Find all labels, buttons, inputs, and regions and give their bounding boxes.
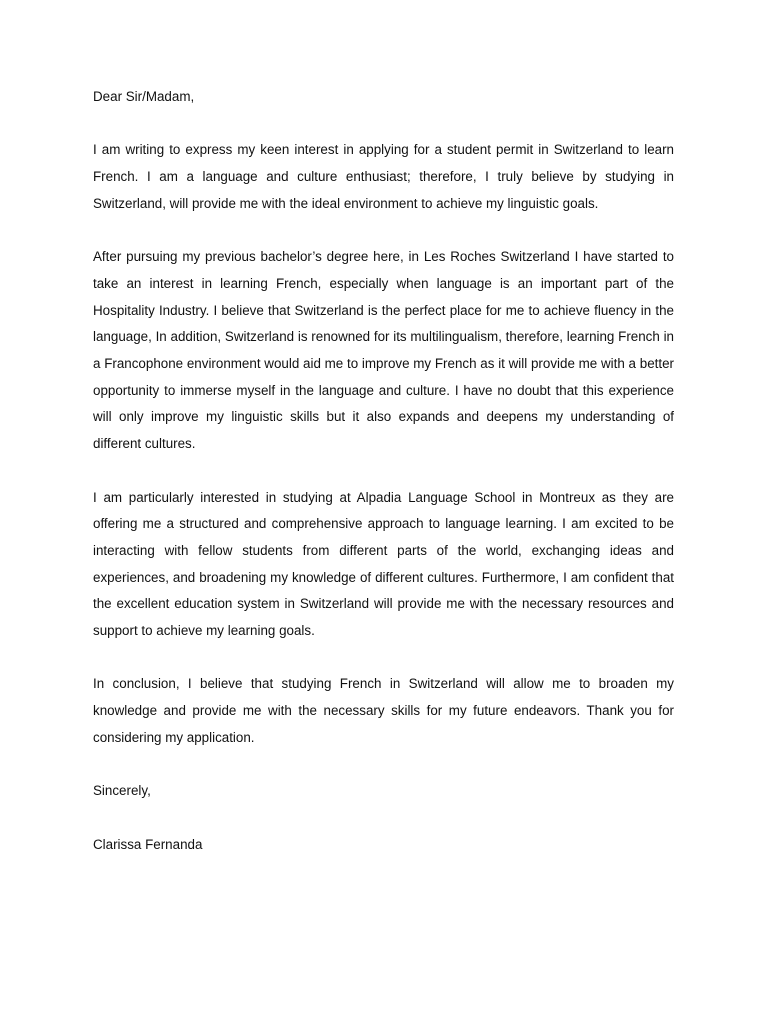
salutation: Dear Sir/Madam, (93, 89, 195, 104)
signature-name: Clarissa Fernanda (93, 836, 203, 852)
paragraph-conclusion: In conclusion, I believe that studying French in Switzerland will allow me to broaden my knowledge and provide me with the necessary skills for my future endeavors. Thank you for considering my application. (93, 676, 674, 745)
paragraph-background: After pursuing my previous bachelor’s degree here, in Les Roches Switzerland I have started to take an interest in learning French, especially when language is an important part of the Hospitality Industry. I believe that Switzerland is the perfect place for me to achieve fluency in the language, In addition, Switzerland is renowned for its multilingualism, therefore, learning French in a Francophone environment would aid me to improve my French as it will provide me with a better opportunity to immerse myself in the language and culture. I have no doubt that this experience will only improve my linguistic skills but it also expands and deepens my understanding of different cultures. (93, 249, 674, 452)
paragraph-school: I am particularly interested in studying at Alpadia Language School in Montreux as they are offering me a structured and comprehensive approach to language learning. I am excited to be interacting with fellow students from different parts of the world, exchanging ideas and experiences, and broadening my knowledge of different cultures. Furthermore, I am confident that the excellent education system in Switzerland will provide me with the necessary resources and support to achieve my learning goals. (93, 489, 674, 639)
letter-body (93, 84, 674, 858)
closing: Sincerely, (93, 783, 151, 799)
paragraph-intro: I am writing to express my keen interest in applying for a student permit in Switzerland to learn French. I am a language and culture enthusiast; therefore, I truly believe by studying in Switzerland, will provide me with the ideal environment to achieve my linguistic goals. (93, 142, 674, 211)
